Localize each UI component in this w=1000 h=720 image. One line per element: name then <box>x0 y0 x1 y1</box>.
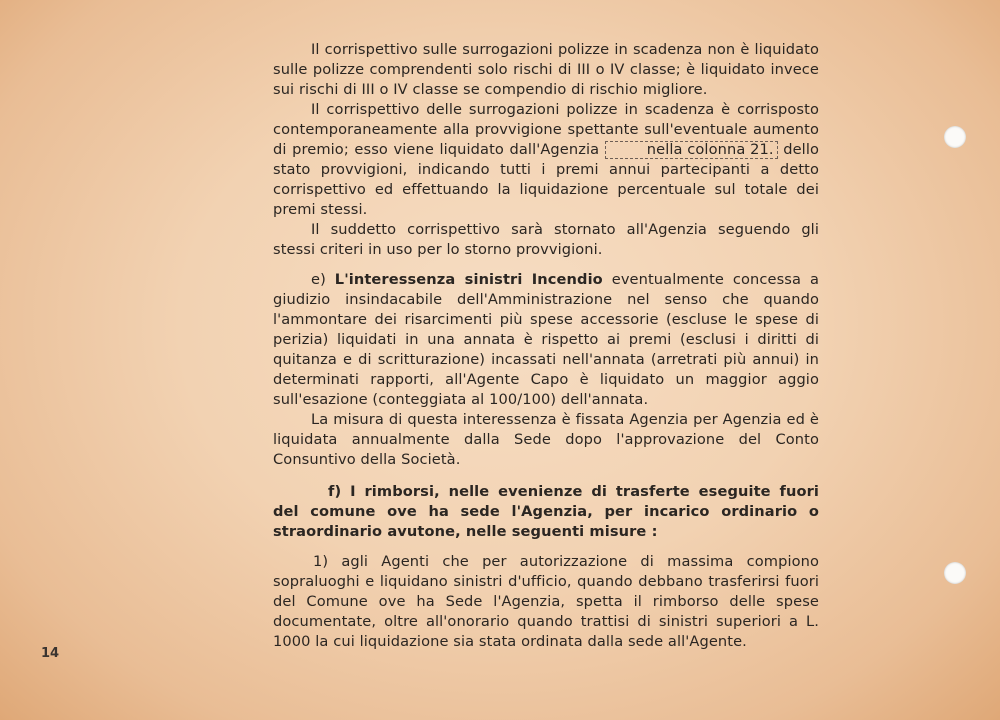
page-number: 14 <box>41 646 60 661</box>
binder-hole <box>944 562 966 584</box>
stamped-column-label: nella colonna 21. <box>605 141 778 159</box>
paragraph-interessenza <box>273 270 819 410</box>
paragraph-text-part: eventualmente concessa a giudizio insindacabile dell'Amministrazione nel senso che quando l'ammontare dei risarcimenti più spese accessorie (escluse le spese di perizia) liquidati in una annata è rispetto ai premi (esclusi i diritti di quitanza e di scritturazione) incassati nell'annata (arretrati più annui) in determinati rapporti, all'Agente Capo è liquidato un maggior aggio sull'esazione (conteggiata al 100/100) dell'annata. <box>273 271 820 408</box>
list-marker-e: e) <box>311 271 326 288</box>
paragraph-storno: Il suddetto corrispettivo sarà stornato all'Agenzia seguendo gli stessi criteri in uso per lo storno provvigioni. <box>273 221 819 258</box>
paragraph-corrispettivo-liquidazione <box>273 100 819 220</box>
paragraph-surrogazioni-classi: Il corrispettivo sulle surrogazioni polizze in scadenza non è liquidato sulle polizze comprendenti solo rischi di III o IV classe; è liquidato invece sui rischi di III o IV classe se compendio di rischio migliore. <box>273 41 819 98</box>
section-heading-interessenza: L'interessenza sinistri Incendio <box>334 271 603 288</box>
document-body <box>273 40 819 652</box>
paragraph-text-part: Il corrispettivo delle surrogazioni polizze in scadenza è corrisposto contemporaneamente alla provvigione spettante sull'eventuale aumento di premio; esso viene liquidato dall'Agenzia <box>273 101 819 158</box>
paragraph-misura-interessenza: La misura di questa interessenza è fissata Agenzia per Agenzia ed è liquidata annualmente dalla Sede dopo l'approvazione del Conto Consuntivo della Società. <box>273 411 819 468</box>
paragraph-rimborso-agenti: 1) agli Agenti che per autorizzazione di massima compiono sopraluoghi e liquidano sinistri d'ufficio, quando debbano trasferirsi fuori del Comune ove ha Sede l'Agenzia, spetta il rimborso delle spese documentate, oltre all'onorario quando trattisi di sinistri superiori a L. 1000 la cui liquidazione sia stata ordinata dalla sede all'Agente. <box>273 553 819 650</box>
paragraph-text-part: dello stato provvigioni, indicando tutti i premi annui partecipanti a detto corrispettivo ed effettuando la liquidazione percentuale sul totale dei premi stessi. <box>273 141 819 218</box>
binder-hole <box>944 126 966 148</box>
section-heading-rimborsi: f) I rimborsi, nelle evenienze di trasferte eseguite fuori del comune ove ha sede l'Agenzia, per incarico ordinario o straordinario avutone, nelle seguenti misure : <box>273 483 819 540</box>
